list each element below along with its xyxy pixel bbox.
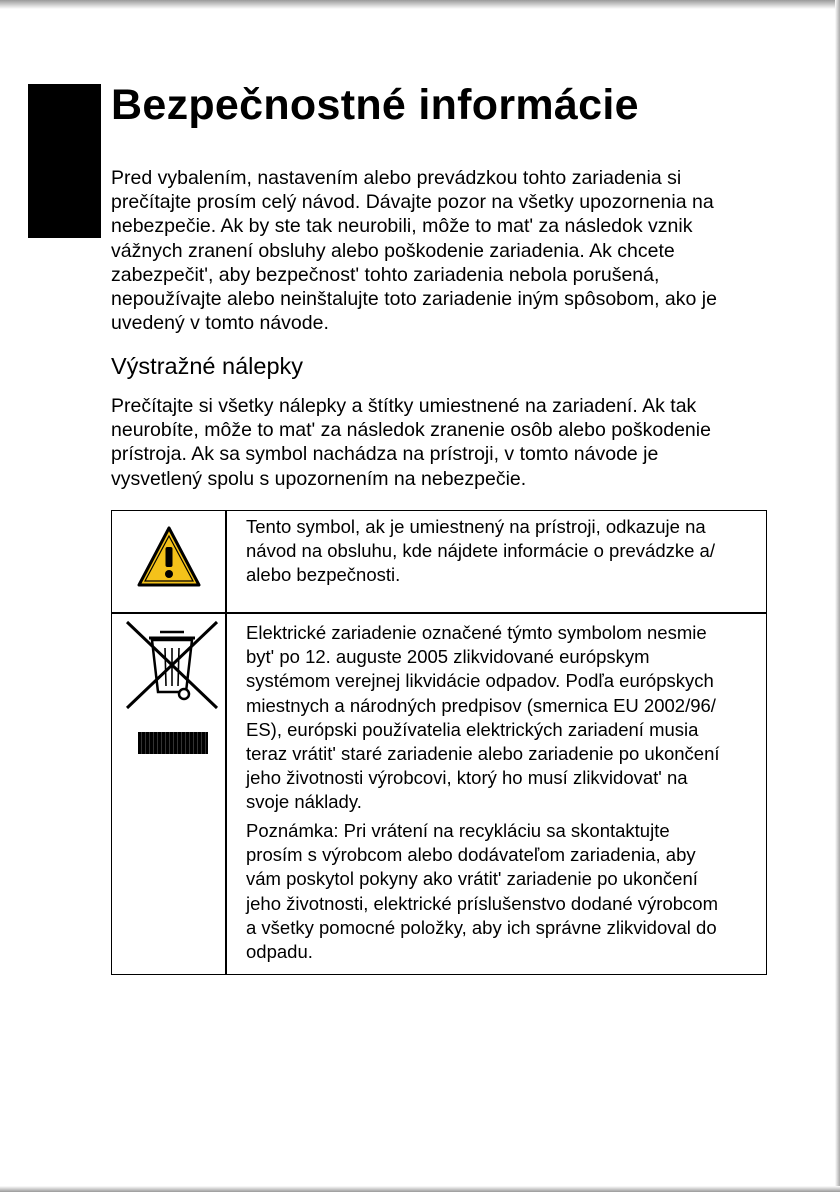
intro-line: vážnych zranení obsluhy alebo poškodenie zariadenia. Ak chcete	[111, 239, 675, 262]
intro-line: prečítajte prosím celý návod. Dávajte pozor na všetky upozornenia na	[111, 191, 714, 214]
crossed-out-wheelie-bin-icon	[123, 620, 221, 710]
language-tab-marker	[28, 84, 101, 238]
page-title: Bezpečnostné informácie	[111, 81, 639, 129]
intro-line: uvedený v tomto návode.	[111, 312, 329, 335]
table-text-line: návod na obsluhu, kde nájdete informácie o prevádzke a/	[246, 540, 715, 562]
intro-line: nebezpečie. Ak by ste tak neurobili, môže to mat' za následok vznik	[111, 215, 693, 238]
table-text-line: odpadu.	[246, 941, 313, 963]
table-text-line: Elektrické zariadenie označené týmto symbolom nesmie	[246, 622, 707, 643]
intro-line: Pred vybalením, nastavením alebo prevádzkou tohto zariadenia si	[111, 167, 682, 189]
table-row-divider	[112, 612, 766, 614]
recycling-note	[246, 819, 718, 964]
disposal-date-bar-icon	[138, 732, 208, 754]
labels-line: Prečítajte si všetky nálepky a štítky umiestnené na zariadení. Ak tak	[111, 395, 697, 417]
table-text-line: Poznámka: Pri vrátení na recykláciu sa skontaktujte	[246, 820, 670, 841]
intro-line: zabezpečit', aby bezpečnost' tohto zariadenia nebola porušená,	[111, 263, 660, 286]
labels-line: vysvetlený spolu s upozornením na nebezpečie.	[111, 467, 527, 490]
page-top-edge-shadow	[0, 0, 840, 9]
labels-line: neurobíte, môže to mat' za následok zranenie osôb alebo poškodenie	[111, 419, 711, 442]
page-bottom-edge-shadow	[0, 1186, 840, 1192]
table-text-line: byt' po 12. auguste 2005 zlikvidované európskym	[246, 646, 650, 668]
weee-symbol-description	[246, 621, 720, 815]
labels-paragraph	[111, 394, 711, 491]
table-text-line: systémom verejnej likvidácie odpadov. Podľa európskych	[246, 670, 714, 692]
symbol-table	[111, 510, 767, 975]
table-text-line: ES), európski používatelia elektrických zariadení musia	[246, 718, 699, 740]
table-text-line: jeho životnosti výrobcovi, ktorý ho musí zlikvidovat' na	[246, 767, 688, 789]
table-text-line: a všetky pomocné položky, aby ich správne zlikvidoval do	[246, 916, 717, 938]
section-heading: Výstražné nálepky	[111, 353, 304, 379]
intro-paragraph	[111, 166, 717, 335]
table-text-line: teraz vrátit' staré zariadenie alebo zariadenie po ukončení	[246, 743, 720, 765]
table-text-line: miestnych a národných predpisov (smernica EU 2002/96/	[246, 694, 716, 716]
warning-triangle-icon	[136, 525, 202, 589]
table-text-line: svoje náklady.	[246, 791, 362, 813]
labels-line: prístroja. Ak sa symbol nachádza na prístroji, v tomto návode je	[111, 443, 659, 466]
table-text-line: Tento symbol, ak je umiestnený na prístroji, odkazuje na	[246, 516, 706, 537]
intro-line: nepoužívajte alebo neinštalujte toto zariadenie iným spôsobom, ako je	[111, 288, 717, 311]
warning-symbol-description	[246, 515, 715, 588]
table-column-divider	[225, 511, 227, 974]
table-text-line: prosím s výrobcom alebo dodávateľom zariadenia, aby	[246, 844, 696, 866]
page-right-edge-shadow	[835, 0, 840, 1192]
table-text-line: alebo bezpečnosti.	[246, 564, 401, 586]
table-text-line: vám poskytol pokyny ako vrátit' zariadenie po ukončení	[246, 868, 698, 890]
table-text-line: jeho životnosti, elektrické príslušenstvo dodané výrobcom	[246, 892, 718, 914]
